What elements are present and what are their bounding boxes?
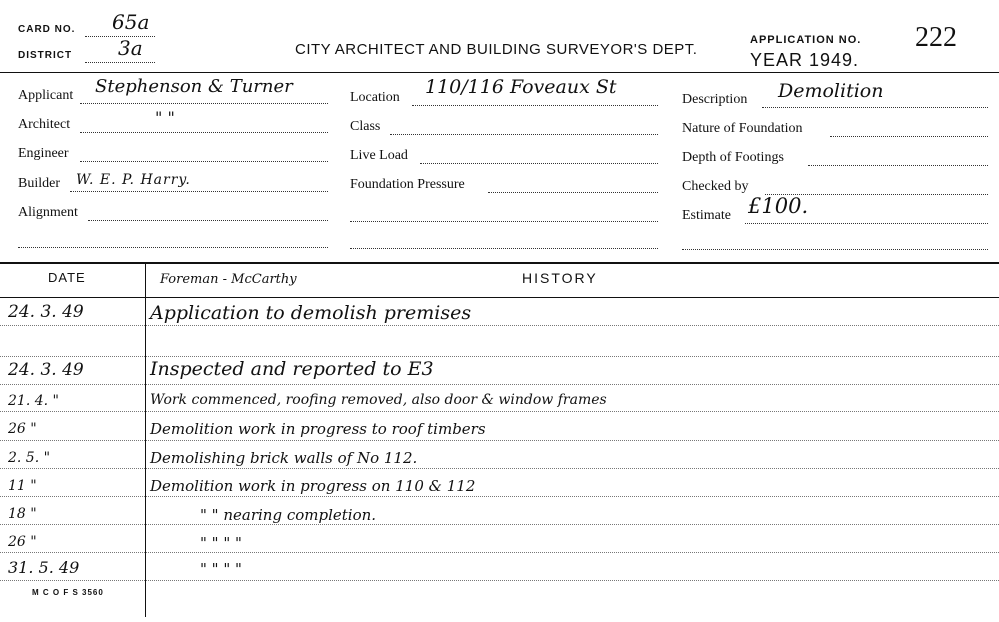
card-no-label: CARD NO.	[18, 24, 76, 35]
mid-line-5	[350, 221, 658, 222]
district-label: DISTRICT	[18, 50, 73, 61]
foundation-pressure-line	[488, 192, 658, 193]
history-rule-6	[0, 468, 999, 469]
history-row-text: Inspected and reported to E3	[150, 358, 434, 380]
history-row-date: 24. 3. 49	[8, 360, 84, 380]
history-rule-10	[0, 580, 999, 581]
builder-value: W. E. P. Harry.	[76, 172, 191, 188]
form-code: M C O F S 3560	[32, 588, 104, 597]
description-value: Demolition	[778, 80, 884, 102]
engineer-label: Engineer	[18, 146, 69, 161]
history-row-text: " " " "	[200, 534, 242, 552]
history-rule-4	[0, 411, 999, 412]
architect-label: Architect	[18, 117, 71, 132]
builder-line	[70, 191, 328, 192]
history-row-text: Demolition work in progress to roof timbers	[150, 420, 486, 438]
history-row-text: Demolition work in progress on 110 & 112	[150, 477, 476, 495]
history-row-date: 31. 5. 49	[8, 558, 80, 577]
history-row-text: " " nearing completion.	[200, 506, 377, 524]
depth-line	[808, 165, 988, 166]
location-label: Location	[350, 90, 400, 105]
history-rule-5	[0, 440, 999, 441]
depth-of-footings-label: Depth of Footings	[682, 150, 784, 165]
department-title: CITY ARCHITECT AND BUILDING SURVEYOR'S DEPT.	[295, 41, 698, 58]
history-rule-8	[0, 524, 999, 525]
history-row-text: Work commenced, roofing removed, also door & window frames	[150, 392, 607, 408]
description-label: Description	[682, 92, 748, 107]
history-row-date: 24. 3. 49	[8, 302, 84, 322]
application-label: APPLICATION NO.	[750, 34, 862, 46]
alignment-line	[88, 220, 328, 221]
history-row-date: 18 "	[8, 506, 37, 522]
alignment-label: Alignment	[18, 205, 78, 220]
history-rule-7	[0, 496, 999, 497]
application-number: 222	[915, 22, 957, 53]
alignment-line-2	[18, 247, 328, 248]
history-row-date: 11 "	[8, 478, 37, 494]
live-load-line	[420, 163, 658, 164]
location-value: 110/116 Foveaux St	[425, 76, 617, 98]
history-rule-9	[0, 552, 999, 553]
history-top-rule	[0, 262, 999, 264]
foreman-note: Foreman - McCarthy	[160, 272, 297, 287]
history-header-rule	[0, 297, 999, 298]
history-rule-1	[0, 325, 999, 326]
estimate-label: Estimate	[682, 208, 731, 223]
builder-label: Builder	[18, 176, 60, 191]
engineer-line	[80, 161, 328, 162]
applicant-line	[80, 103, 328, 104]
history-row-text: Application to demolish premises	[150, 302, 472, 324]
location-line	[412, 105, 658, 106]
checked-by-label: Checked by	[682, 179, 749, 194]
year-label: YEAR 1949.	[750, 50, 860, 70]
class-line	[390, 134, 658, 135]
district-value: 3a	[118, 36, 143, 60]
applicant-label: Applicant	[18, 88, 74, 103]
estimate-line	[745, 223, 988, 224]
header-rule	[0, 72, 999, 73]
right-line-6	[682, 249, 988, 250]
description-line	[762, 107, 988, 108]
history-rule-3	[0, 384, 999, 385]
history-row-date: 21. 4. "	[8, 393, 59, 409]
history-row-text: Demolishing brick walls of No 112.	[150, 449, 418, 467]
architect-value: " "	[155, 108, 175, 127]
history-row-date: 2. 5. "	[8, 450, 51, 466]
nature-line	[830, 136, 988, 137]
card-no-value: 65a	[112, 10, 150, 34]
live-load-label: Live Load	[350, 148, 408, 163]
estimate-value: £100.	[748, 194, 809, 218]
history-row-date: 26 "	[8, 534, 37, 550]
class-label: Class	[350, 119, 381, 134]
history-rule-2	[0, 356, 999, 357]
nature-of-foundation-label: Nature of Foundation	[682, 121, 803, 136]
architect-line	[80, 132, 328, 133]
date-header: DATE	[48, 270, 86, 285]
history-header: HISTORY	[522, 270, 598, 286]
history-row-date: 26 "	[8, 421, 37, 437]
applicant-value: Stephenson & Turner	[95, 76, 293, 97]
mid-line-6	[350, 248, 658, 249]
district-line	[85, 62, 155, 63]
foundation-pressure-label: Foundation Pressure	[350, 177, 465, 192]
history-row-text: " " " "	[200, 560, 242, 578]
